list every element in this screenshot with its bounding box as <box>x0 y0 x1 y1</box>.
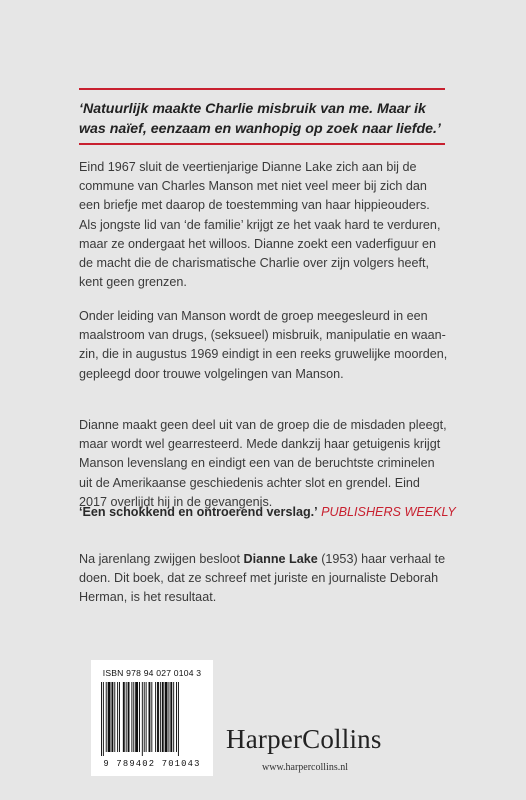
barcode-bar <box>128 682 130 752</box>
review-text: ‘Een schokkend en ontroerend verslag.’ <box>79 505 318 519</box>
barcode-bar <box>170 682 172 752</box>
pull-quote <box>79 100 459 139</box>
text-line: maar ze ondergaat het willoos. Dianne zoekt een vaderfiguur en <box>79 236 437 251</box>
text-line: zin, die in augustus 1969 eindigt in een reeks gruwelijke moorden, <box>79 347 448 362</box>
isbn-label: ISBN 978 94 027 0104 3 <box>102 668 202 678</box>
barcode-bar <box>103 682 104 756</box>
isbn-barcode <box>91 660 213 776</box>
barcode-bar <box>149 682 151 752</box>
text-line: gepleegd door trouwe volgelingen van Manson. <box>79 366 344 381</box>
author-blurb-text: doen. Dit boek, dat ze schreef met juriste en journaliste Deborah <box>79 571 439 586</box>
barcode-bar <box>155 682 156 752</box>
barcode-bar <box>114 682 115 752</box>
pull-quote-line: ‘Natuurlijk maakte Charlie misbruik van me. Maar ik <box>79 101 426 117</box>
text-line: Manson levenslang en eindigt een van de beruchtste criminelen <box>79 456 435 471</box>
text-line: 2017 overlijdt hij in de gevangenis. <box>79 494 273 509</box>
barcode-bar <box>176 682 177 752</box>
barcode-bar <box>131 682 132 752</box>
barcode-bar <box>151 682 152 752</box>
barcode-bar <box>106 682 107 752</box>
barcode-bar <box>139 682 140 752</box>
text-line: een briefje met daarop de toestemming van haar hippieouders. <box>79 198 430 213</box>
text-line: Eind 1967 sluit de veertienjarige Dianne Lake zich aan bij de <box>79 160 417 174</box>
barcode-bar <box>178 682 179 756</box>
barcode-bar <box>157 682 159 752</box>
author-blurb <box>79 550 459 608</box>
barcode-bar <box>119 682 120 752</box>
barcode-bar <box>108 682 111 752</box>
barcode-bar <box>142 682 143 756</box>
barcode-bar <box>168 682 169 752</box>
synopsis-paragraph-3 <box>79 416 459 512</box>
barcode-bars <box>101 682 205 756</box>
synopsis-paragraph-1 <box>79 158 459 292</box>
review-quote <box>79 503 459 522</box>
barcode-bar <box>117 682 118 752</box>
barcode-bar <box>101 682 102 756</box>
quote-top-rule <box>79 88 445 90</box>
author-name: Dianne Lake <box>243 552 318 566</box>
text-line: Dianne maakt geen deel uit van de groep die de misdaden pleegt, <box>79 418 447 432</box>
text-line: uit de Amerikaanse geschiedenis achter slot en grendel. Eind <box>79 475 420 490</box>
text-line: kent geen grenzen. <box>79 275 187 290</box>
publisher-logo: HarperCollins <box>226 724 382 754</box>
barcode-bar <box>123 682 125 752</box>
text-line: Onder leiding van Manson wordt de groep meegesleurd in een <box>79 309 428 323</box>
barcode-bar <box>146 682 147 752</box>
publisher-url: www.harpercollins.nl <box>262 762 348 773</box>
barcode-bar <box>144 682 145 752</box>
text-line: maar wordt wel gearresteerd. Mede dankzij haar getuigenis krijgt <box>79 437 441 452</box>
barcode-bar <box>162 682 164 752</box>
barcode-bar <box>133 682 134 752</box>
pull-quote-line: was naïef, eenzaam en wanhopig op zoek naar liefde.’ <box>79 120 441 137</box>
text-line: commune van Charles Manson met niet veel meer bij zich dan <box>79 179 427 194</box>
barcode-bar <box>160 682 161 752</box>
author-blurb-text: (1953) haar verhaal te <box>317 552 446 566</box>
barcode-bar <box>135 682 138 752</box>
text-line: maalstroom van drugs, (seksueel) misbruik, manipulatie en waan- <box>79 328 446 343</box>
author-blurb-text: Na jarenlang zwijgen besloot <box>79 552 244 566</box>
barcode-bar <box>111 682 113 752</box>
text-line: Als jongste lid van ‘de familie’ krijgt ze het vaak hard te verduren, <box>79 217 441 232</box>
barcode-digits: 9 789402 701043 <box>103 759 201 769</box>
text-line: de macht die de charismatische Charlie over zijn volgers heeft, <box>79 256 429 271</box>
barcode-bar <box>126 682 127 752</box>
barcode-bar <box>173 682 174 752</box>
barcode-bar <box>165 682 168 752</box>
review-source: PUBLISHERS WEEKLY <box>321 505 456 519</box>
author-blurb-text: Herman, is het resultaat. <box>79 590 217 605</box>
synopsis-paragraph-2 <box>79 307 459 384</box>
quote-bottom-rule <box>79 143 445 145</box>
